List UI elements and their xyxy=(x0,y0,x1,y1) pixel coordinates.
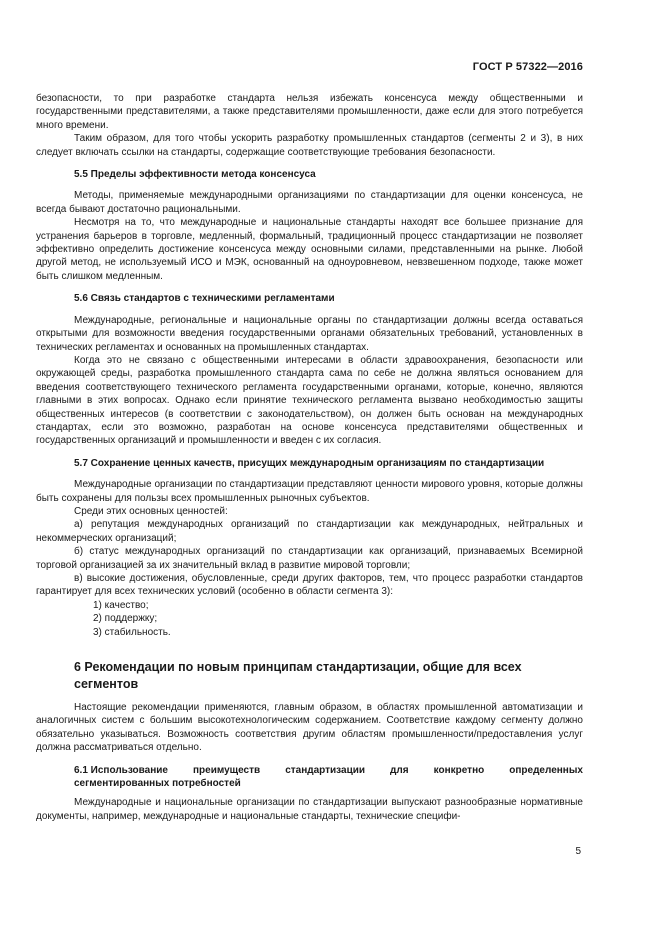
section-heading-5-5: 5.5 Пределы эффективности метода консенсуса xyxy=(74,169,316,181)
paragraph: безопасности, то при разработке стандарта нельзя избежать консенсуса между общественными и государственными представителями, а также представителями промышленности, даже если для этого потребуется много времени. xyxy=(36,93,583,131)
list-item: 1) качество; xyxy=(93,599,149,611)
heading-word: 6.1 Использование xyxy=(74,764,168,776)
paragraph: Международные и национальные организации по стандартизации выпускают разнообразные нормативные документы, например, международные и национальные стандарты, технические специфи- xyxy=(36,797,583,822)
paragraph: Международные организации по стандартизации представляют ценности мирового уровня, которые должны быть сохранены для пользы всех промышленных рыночных субъектов. xyxy=(36,479,583,504)
list-item: 3) стабильность. xyxy=(93,626,171,638)
heading-word: стандартизации xyxy=(285,764,366,776)
paragraph: Настоящие рекомендации применяются, главным образом, в областях промышленной автоматизации и аналогичных систем с большим высокотехнологическим содержанием. Соответствие каждому сегменту должно обязательно указываться. Возможность соответствия другим областям промышленности/предоставления услуг должна рассматриваться отдельно. xyxy=(36,702,583,754)
list-item: в) высокие достижения, обусловленные, среди других факторов, тем, что процесс разработки стандартов гарантирует для всех технических условий (особенно в области сегмента 3): xyxy=(36,573,583,598)
list-item: 2) поддержку; xyxy=(93,613,158,625)
heading-word: преимуществ xyxy=(193,764,261,776)
section-heading-5-6: 5.6 Связь стандартов с техническими регламентами xyxy=(74,293,335,305)
paragraph: Методы, применяемые международными организациями по стандартизации для оценки консенсуса, не всегда бывают достаточно рациональными. xyxy=(36,190,583,215)
paragraph: Несмотря на то, что международные и национальные стандарты находят все большее признание для устранения барьеров в торговле, медленный, формальный, традиционный процесс стандартизации не позволяет эффективно определить достижение консенсуса между основными силами, представленными на рынке. Любой другой метод, не используемый ИСО и МЭК, основанный на одноуровневом, невзвешенном подходе, также может быть слишком медленным. xyxy=(36,217,583,282)
list-item: б) статус международных организаций по стандартизации как организаций, признаваемых Всемирной торговой организацией за их значительный вклад в развитие мировой торговли; xyxy=(36,546,583,571)
heading-word: для xyxy=(390,764,409,776)
paragraph: Таким образом, для того чтобы ускорить разработку промышленных стандартов (сегменты 2 и 3), в них следует включать ссылки на стандарты, содержащие соответствующие требования безопасности. xyxy=(36,133,583,158)
page-body xyxy=(36,92,583,823)
heading-word: конкретно xyxy=(433,764,485,776)
document-number: ГОСТ Р 57322—2016 xyxy=(472,61,583,73)
paragraph: Международные, региональные и национальные органы по стандартизации должны всегда оставаться открытыми для возможности введения государственными органами обязательных требований, установленных в технических регламентах и основанных на промышленных стандартах. xyxy=(36,314,583,353)
heading-line-2: сегментированных потребностей xyxy=(74,778,241,790)
section-heading-5-7: 5.7 Сохранение ценных качеств, присущих международным организациям по стандартизации xyxy=(74,457,545,469)
heading-word: определенных xyxy=(509,764,583,776)
paragraph: Когда это не связано с общественными интересами в области здравоохранения, безопасности или окружающей среды, разработка промышленного стандарта сама по себе не должна являться основанием для введения соответствующего технического регламента государственными органами, которые, конечно, являются главными в этих вопросах. Однако если принятие технического регламента вызвано необходимостью защиты общественных интересов (в соответствии с законодательством), он должен быть основан на международных стандартах, если это возможно, разработан на основе консенсуса представителями общественных и государственных организаций и промышленности и введен с их согласия. xyxy=(36,354,583,447)
heading-line-1 xyxy=(74,764,583,777)
section-heading-6-1 xyxy=(36,764,583,791)
section-heading-6: 6 Рекомендации по новым принципам стандартизации, общие для всех сегментов xyxy=(74,660,522,691)
paragraph: Среди этих основных ценностей: xyxy=(74,505,228,517)
page-number: 5 xyxy=(575,846,581,857)
list-item: а) репутация международных организаций по стандартизации как международных, нейтральных и некоммерческих организаций; xyxy=(36,519,583,544)
